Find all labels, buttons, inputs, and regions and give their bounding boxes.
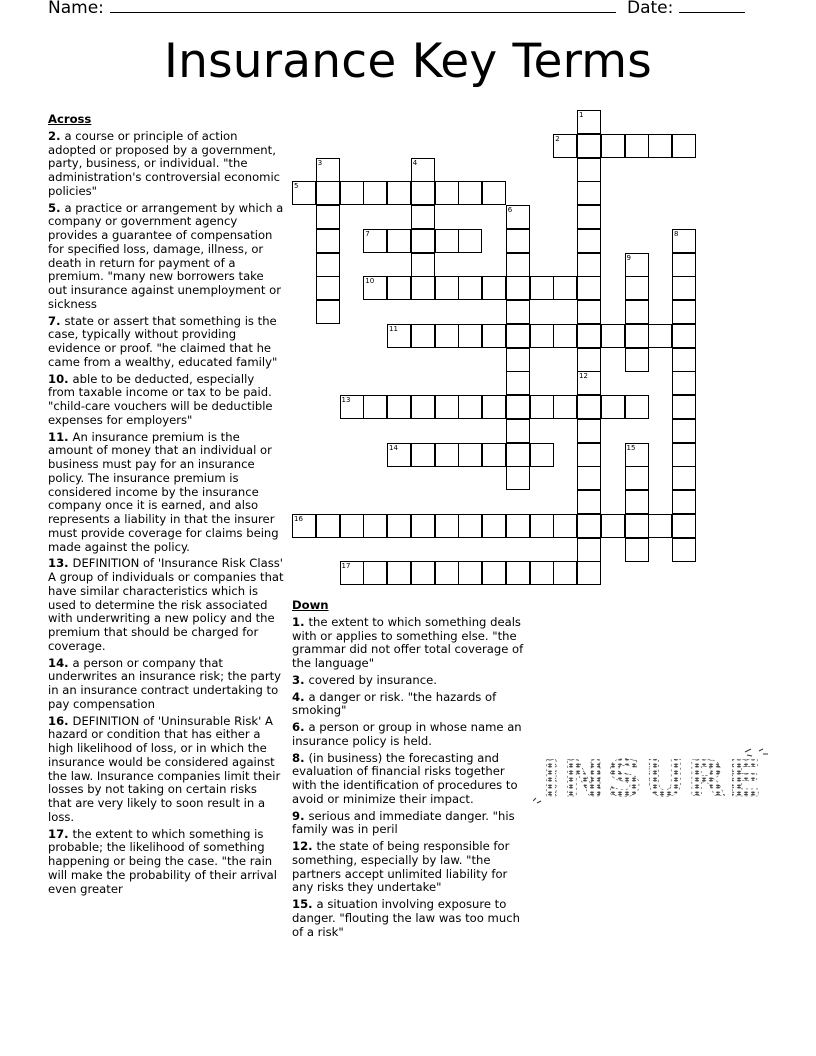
grid-cell[interactable] — [292, 181, 316, 205]
grid-cell[interactable] — [411, 205, 435, 229]
grid-cell[interactable] — [435, 276, 459, 300]
cell-number: 12 — [579, 372, 588, 381]
grid-cell[interactable] — [363, 229, 387, 253]
name-blank-line[interactable] — [110, 0, 616, 13]
clue-text: serious and immediate danger. "his family was in peril — [292, 808, 515, 837]
grid-cell[interactable] — [625, 276, 649, 300]
name-field[interactable] — [48, 0, 616, 18]
grid-cell[interactable] — [672, 466, 696, 490]
cell-number: 5 — [294, 182, 299, 191]
clue-text: a danger or risk. "the hazards of smoking" — [292, 689, 497, 718]
grid-cell[interactable] — [530, 324, 554, 348]
grid-cell[interactable] — [530, 276, 554, 300]
grid-cell[interactable] — [316, 158, 340, 182]
grid-cell[interactable] — [506, 253, 530, 277]
clue-number: 10. — [48, 371, 69, 386]
grid-cell[interactable] — [387, 395, 411, 419]
across-clue — [48, 431, 284, 555]
across-clue — [48, 130, 284, 199]
clue-text: the state of being responsible for something, especially by law. "the partners accept unlimited liability for any risks they undertake" — [292, 839, 510, 895]
grid-cell[interactable] — [387, 276, 411, 300]
grid-cell[interactable] — [411, 158, 435, 182]
across-heading: Across — [48, 112, 92, 126]
grid-cell[interactable] — [601, 134, 625, 158]
clue-number: 15. — [292, 897, 313, 911]
grid-cell[interactable] — [411, 395, 435, 419]
date-field[interactable] — [627, 0, 745, 18]
clue-text: (in business) the forecasting and evaluation of financial risks together with the identification of procedures to avoid or minimize their impact. — [292, 750, 518, 806]
grid-cell[interactable] — [553, 276, 577, 300]
clue-text: An insurance premium is the amount of money that an individual or business must pay for an insurance policy. The insurance premium is considered income by the insurance company once it is earned, and also represents a liability in that the insurer must provide coverage for claims being made against the policy. — [48, 429, 279, 554]
grid-cell[interactable] — [553, 134, 577, 158]
grid-cell[interactable] — [363, 514, 387, 538]
grid-cell[interactable] — [648, 134, 672, 158]
grid-cell[interactable] — [577, 561, 601, 585]
clue-number: 8. — [292, 750, 305, 765]
grid-cell[interactable] — [411, 276, 435, 300]
grid-cell[interactable] — [577, 538, 601, 562]
grid-cell[interactable] — [506, 324, 530, 348]
cell-number: 11 — [389, 324, 398, 333]
grid-cell[interactable] — [530, 395, 554, 419]
grid-cell[interactable] — [577, 229, 601, 253]
grid-cell[interactable] — [506, 514, 530, 538]
grid-cell[interactable] — [316, 205, 340, 229]
grid-cell[interactable] — [577, 205, 601, 229]
grid-cell[interactable] — [577, 348, 601, 372]
grid-cell[interactable] — [553, 561, 577, 585]
across-clue — [48, 828, 284, 897]
grid-cell[interactable] — [316, 253, 340, 277]
down-clue — [292, 691, 532, 719]
grid-cell[interactable] — [625, 395, 649, 419]
grid-cell[interactable] — [553, 514, 577, 538]
grid-cell[interactable] — [411, 443, 435, 467]
grid-cell[interactable] — [672, 253, 696, 277]
grid-cell[interactable] — [506, 395, 530, 419]
grid-cell[interactable] — [435, 443, 459, 467]
grid-cell[interactable] — [672, 134, 696, 158]
grid-cell[interactable] — [435, 561, 459, 585]
clue-text: a person or company that underwrites an insurance risk; the party in an insurance contract undertaking to pay compensation — [48, 655, 282, 711]
clue-number: 4. — [292, 689, 305, 704]
grid-cell[interactable] — [625, 466, 649, 490]
grid-cell[interactable] — [458, 276, 482, 300]
grid-cell[interactable] — [435, 514, 459, 538]
grid-cell[interactable] — [411, 561, 435, 585]
grid-cell[interactable] — [672, 443, 696, 467]
down-clue — [292, 721, 532, 749]
grid-cell[interactable] — [506, 348, 530, 372]
svg-text:INSURE: INSURE — [542, 750, 764, 806]
grid-cell[interactable] — [672, 348, 696, 372]
grid-cell[interactable] — [601, 514, 625, 538]
grid-cell[interactable] — [458, 181, 482, 205]
cell-number: 2 — [555, 134, 560, 143]
clue-number: 17. — [48, 826, 69, 841]
across-clue — [48, 373, 284, 428]
clue-text: the extent to which something is probable; the likelihood of something happening or being the case. "the rain will make the probability of their arrival even greater — [48, 826, 278, 896]
grid-cell[interactable] — [577, 110, 601, 134]
down-clue — [292, 674, 532, 688]
grid-cell[interactable] — [458, 443, 482, 467]
grid-cell[interactable] — [340, 561, 364, 585]
name-label: Name: — [48, 0, 104, 18]
cell-number: 8 — [674, 229, 679, 238]
grid-cell[interactable] — [387, 181, 411, 205]
grid-cell[interactable] — [411, 253, 435, 277]
grid-cell[interactable] — [458, 561, 482, 585]
grid-cell[interactable] — [577, 395, 601, 419]
grid-cell[interactable] — [340, 514, 364, 538]
grid-cell[interactable] — [672, 324, 696, 348]
grid-cell[interactable] — [506, 371, 530, 395]
grid-cell[interactable] — [530, 514, 554, 538]
grid-cell[interactable] — [625, 443, 649, 467]
grid-cell[interactable] — [672, 514, 696, 538]
grid-cell[interactable] — [458, 514, 482, 538]
cell-number: 15 — [626, 443, 636, 452]
grid-cell[interactable] — [482, 443, 506, 467]
grid-cell[interactable] — [435, 229, 459, 253]
grid-cell[interactable] — [625, 490, 649, 514]
across-clue — [48, 557, 284, 653]
grid-cell[interactable] — [316, 514, 340, 538]
cell-number: 9 — [626, 253, 631, 262]
grid-cell[interactable] — [625, 134, 649, 158]
down-clues — [292, 599, 532, 942]
cell-number: 6 — [507, 206, 513, 214]
grid-cell[interactable] — [435, 181, 459, 205]
grid-cell[interactable] — [458, 324, 482, 348]
date-blank-line[interactable] — [679, 0, 745, 13]
grid-cell[interactable] — [363, 561, 387, 585]
grid-cell[interactable] — [530, 561, 554, 585]
grid-cell[interactable] — [625, 348, 649, 372]
grid-cell[interactable] — [506, 276, 530, 300]
grid-cell[interactable] — [387, 514, 411, 538]
date-label: Date: — [627, 0, 674, 18]
grid-cell[interactable] — [506, 443, 530, 467]
clue-number: 9. — [292, 808, 305, 823]
clue-number: 13. — [48, 556, 69, 571]
grid-cell[interactable] — [482, 561, 506, 585]
across-clue — [48, 657, 284, 712]
grid-cell[interactable] — [672, 395, 696, 419]
down-clue — [292, 898, 532, 939]
grid-cell[interactable] — [672, 490, 696, 514]
grid-cell[interactable] — [625, 300, 649, 324]
grid-cell[interactable] — [530, 443, 554, 467]
grid-cell[interactable] — [292, 514, 316, 538]
grid-cell[interactable] — [387, 324, 411, 348]
grid-cell[interactable] — [577, 300, 601, 324]
grid-cell[interactable] — [625, 253, 649, 277]
grid-cell[interactable] — [577, 443, 601, 467]
grid-cell[interactable] — [340, 181, 364, 205]
grid-cell[interactable] — [648, 514, 672, 538]
grid-cell[interactable] — [435, 324, 459, 348]
clue-number: 16. — [48, 713, 69, 728]
grid-cell[interactable] — [553, 324, 577, 348]
grid-cell[interactable] — [577, 276, 601, 300]
grid-cell[interactable] — [435, 395, 459, 419]
cell-number: 1 — [579, 111, 584, 119]
clue-text: a course or principle of action adopted or proposed by a government, party, business, or individual. "the administration's controversial economic policies" — [48, 128, 281, 198]
grid-cell[interactable] — [387, 561, 411, 585]
across-clues — [48, 113, 284, 899]
grid-cell[interactable] — [625, 538, 649, 562]
grid-cell[interactable] — [506, 466, 530, 490]
grid-cell[interactable] — [601, 324, 625, 348]
down-heading: Down — [292, 598, 329, 612]
grid-cell[interactable] — [672, 229, 696, 253]
grid-cell[interactable] — [506, 300, 530, 324]
clue-number: 6. — [292, 720, 305, 734]
clue-number: 5. — [48, 200, 61, 215]
grid-cell[interactable] — [482, 324, 506, 348]
down-clue — [292, 840, 532, 895]
grid-cell[interactable] — [625, 324, 649, 348]
grid-cell[interactable] — [316, 181, 340, 205]
grid-cell[interactable] — [577, 466, 601, 490]
grid-cell[interactable] — [672, 300, 696, 324]
cell-number: 17 — [341, 562, 351, 571]
cell-number: 14 — [389, 443, 398, 452]
grid-cell[interactable] — [506, 419, 530, 443]
clue-text: DEFINITION of 'Uninsurable Risk' A hazard or condition that has either a high likelihood of loss, or in which the insurance would be considered against the law. Insurance companies limit their losses by not taking on certain risks that are very likely to soon result in a loss. — [48, 713, 281, 824]
grid-cell[interactable] — [577, 158, 601, 182]
grid-cell[interactable] — [601, 395, 625, 419]
cell-number: 3 — [317, 158, 323, 167]
grid-cell[interactable] — [672, 419, 696, 443]
grid-cell[interactable] — [506, 229, 530, 253]
cell-number: 16 — [294, 514, 303, 523]
grid-cell[interactable] — [363, 181, 387, 205]
across-clue — [48, 715, 284, 825]
grid-cell[interactable] — [577, 514, 601, 538]
insure-logo — [533, 748, 773, 806]
clue-number: 14. — [48, 655, 69, 670]
cell-number: 10 — [365, 277, 375, 286]
grid-cell[interactable] — [577, 253, 601, 277]
grid-cell[interactable] — [411, 181, 435, 205]
grid-cell[interactable] — [672, 371, 696, 395]
grid-cell[interactable] — [363, 395, 387, 419]
clue-number: 12. — [292, 839, 313, 853]
clue-text: covered by insurance. — [308, 672, 437, 687]
grid-cell[interactable] — [506, 205, 530, 229]
clue-text: the extent to which something deals with or applies to something else. "the grammar did not offer total coverage of the language" — [292, 614, 524, 670]
grid-cell[interactable] — [482, 514, 506, 538]
down-clue — [292, 616, 532, 671]
grid-cell[interactable] — [553, 395, 577, 419]
grid-cell[interactable] — [577, 371, 601, 395]
grid-cell[interactable] — [411, 229, 435, 253]
cell-number: 13 — [341, 396, 351, 404]
grid-cell[interactable] — [672, 276, 696, 300]
clue-number: 2. — [48, 128, 61, 143]
grid-cell[interactable] — [387, 229, 411, 253]
page-title: Insurance Key Terms — [164, 34, 652, 89]
grid-cell[interactable] — [577, 324, 601, 348]
grid-cell[interactable] — [340, 395, 364, 419]
grid-cell[interactable] — [482, 181, 506, 205]
grid-cell[interactable] — [672, 538, 696, 562]
cell-number: 4 — [412, 158, 418, 167]
grid-cell[interactable] — [625, 514, 649, 538]
grid-cell[interactable] — [411, 514, 435, 538]
down-clue — [292, 752, 532, 807]
grid-cell[interactable] — [577, 134, 601, 158]
clue-number: 11. — [48, 429, 69, 444]
grid-cell[interactable] — [458, 395, 482, 419]
clue-text: DEFINITION of 'Insurance Risk Class' A group of individuals or companies that have similar characteristics which is used to determine the risk associated with underwriting a new policy and the premium that should be charged for coverage. — [48, 556, 284, 653]
clue-number: 1. — [292, 614, 305, 629]
down-clue — [292, 810, 532, 838]
across-clue — [48, 315, 284, 370]
grid-cell[interactable] — [387, 443, 411, 467]
clue-text: a person or group in whose name an insurance policy is held. — [292, 720, 522, 748]
grid-cell[interactable] — [577, 181, 601, 205]
grid-cell[interactable] — [458, 229, 482, 253]
across-clue — [48, 202, 284, 312]
grid-cell[interactable] — [482, 395, 506, 419]
grid-cell[interactable] — [363, 276, 387, 300]
clue-number: 7. — [48, 313, 61, 328]
grid-cell[interactable] — [411, 324, 435, 348]
clue-text: state or assert that something is the case, typically without providing evidence or proof. "he claimed that he came from a wealthy, educated family" — [48, 313, 278, 369]
grid-cell[interactable] — [648, 324, 672, 348]
clue-text: a practice or arrangement by which a company or government agency provides a guarantee of compensation for specified loss, damage, illness, or death in return for payment of a premium. "many new borrowers take out insurance against unemployment or sickness — [48, 200, 284, 311]
grid-cell[interactable] — [506, 561, 530, 585]
grid-cell[interactable] — [316, 300, 340, 324]
cell-number: 7 — [365, 229, 370, 238]
clue-text: a situation involving exposure to danger. "flouting the law was too much of a risk" — [292, 897, 520, 939]
grid-cell[interactable] — [316, 276, 340, 300]
grid-cell[interactable] — [316, 229, 340, 253]
clue-text: able to be deducted, especially from taxable income or tax to be paid. "child-care vouchers will be deductible expenses for employers" — [48, 371, 273, 427]
grid-cell[interactable] — [577, 419, 601, 443]
clue-number: 3. — [292, 672, 305, 687]
grid-cell[interactable] — [482, 276, 506, 300]
grid-cell[interactable] — [577, 490, 601, 514]
